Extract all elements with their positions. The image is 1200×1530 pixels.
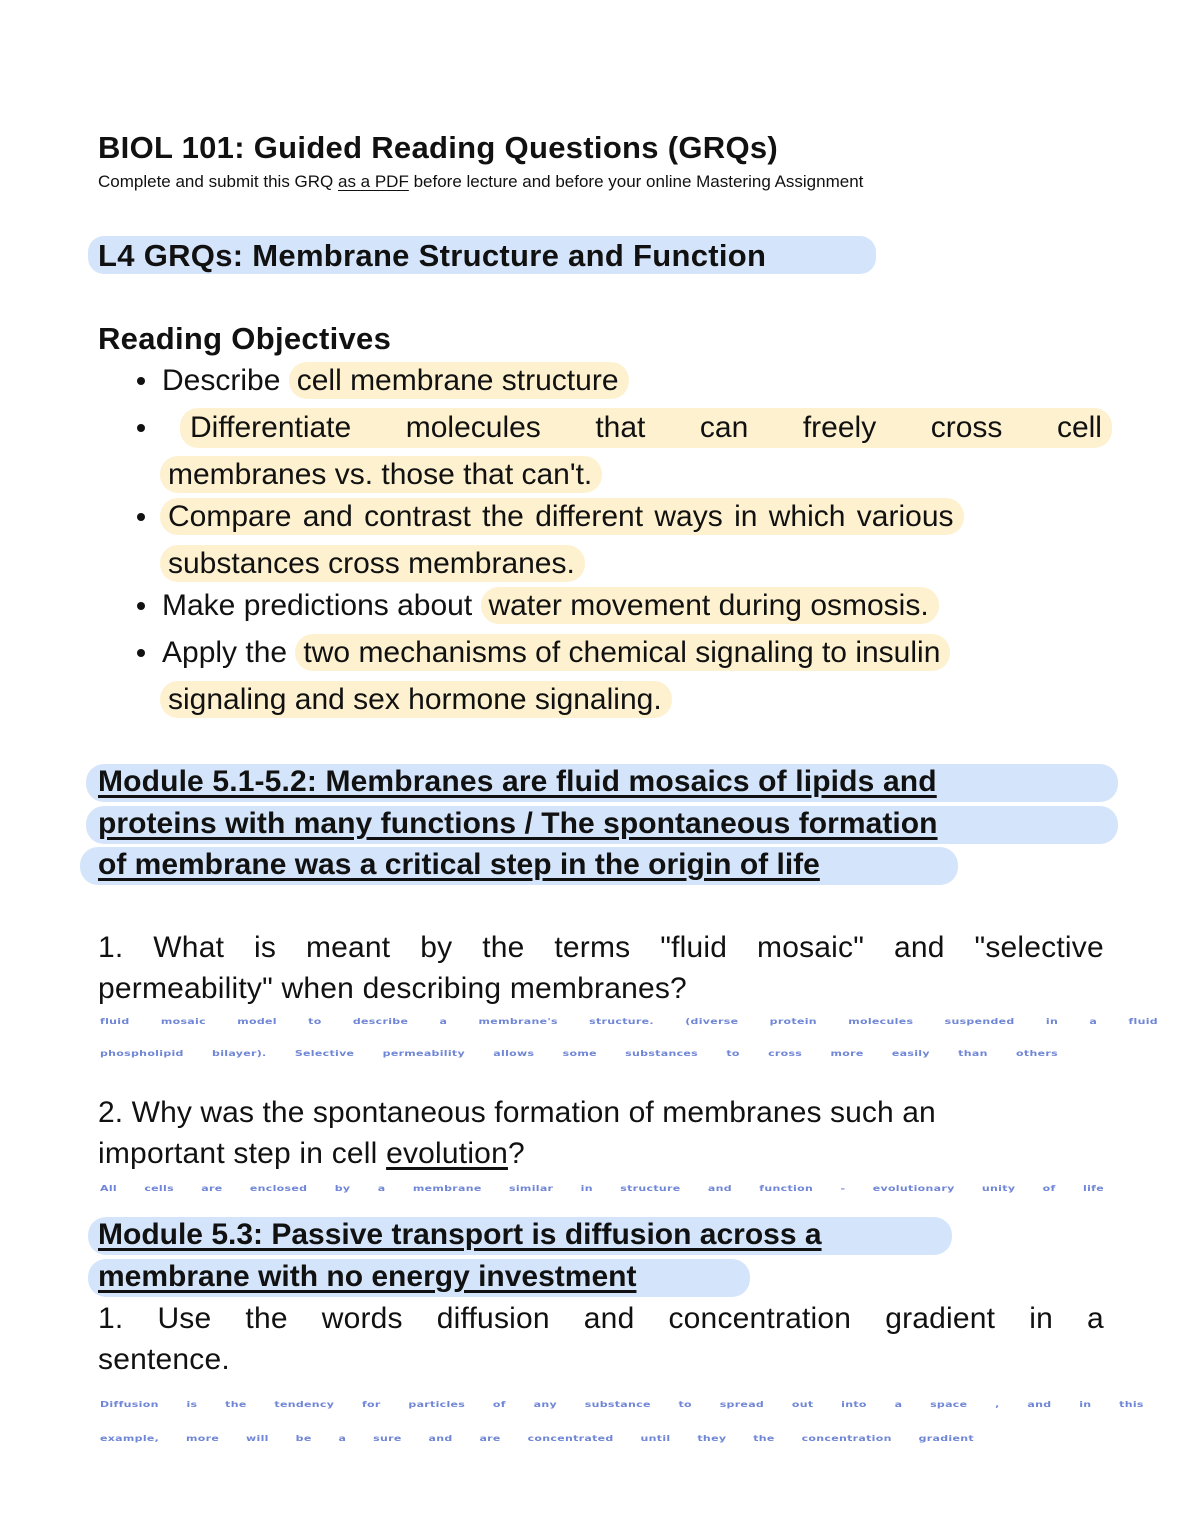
word: 1. bbox=[98, 931, 124, 964]
word: any bbox=[533, 1400, 557, 1410]
word: the bbox=[482, 931, 525, 964]
word: by bbox=[420, 931, 453, 964]
word: substance bbox=[584, 1400, 651, 1410]
word: is bbox=[186, 1400, 198, 1410]
module1-answer-2 bbox=[100, 1184, 1104, 1193]
word: sure bbox=[373, 1434, 402, 1444]
objective-3-highlight-2: substances cross membranes. bbox=[160, 545, 585, 582]
word: of bbox=[1042, 1184, 1056, 1194]
bullet-icon bbox=[137, 513, 145, 521]
word: freely bbox=[802, 411, 877, 444]
word: concentration bbox=[668, 1302, 852, 1335]
word: function bbox=[759, 1184, 814, 1194]
word: to bbox=[726, 1049, 740, 1059]
word: spread bbox=[719, 1400, 765, 1410]
word: example, bbox=[100, 1434, 160, 1444]
word: Diffusion bbox=[100, 1400, 159, 1410]
module2-question-1-line1 bbox=[98, 1298, 1104, 1339]
objective-1-highlight: cell membrane structure bbox=[289, 362, 629, 399]
word: concentrated bbox=[527, 1434, 614, 1444]
word: meant bbox=[305, 931, 391, 964]
word: more bbox=[186, 1434, 220, 1444]
module2-answer-1-line2 bbox=[100, 1434, 974, 1443]
word: fluid bbox=[100, 1017, 130, 1027]
subtitle-underlined: as a PDF bbox=[337, 172, 409, 191]
q2-text-pre: important step in cell bbox=[98, 1137, 387, 1170]
bullet-icon bbox=[137, 649, 145, 657]
word: a bbox=[1089, 1017, 1098, 1027]
word: words bbox=[321, 1302, 403, 1335]
word: to bbox=[308, 1017, 322, 1027]
word: and bbox=[428, 1434, 453, 1444]
word: and bbox=[1027, 1400, 1052, 1410]
module1-heading-line2: proteins with many functions / The spontaneous formation bbox=[98, 807, 938, 840]
word: a bbox=[439, 1017, 448, 1027]
word: in bbox=[1029, 1302, 1053, 1335]
objective-item-5-line2 bbox=[160, 680, 672, 720]
module1-answer-1-line2 bbox=[100, 1049, 1058, 1058]
word: "selective bbox=[974, 931, 1104, 964]
word: some bbox=[562, 1049, 597, 1059]
q2-underlined-word: evolution bbox=[386, 1137, 508, 1170]
word: membrane's bbox=[478, 1017, 558, 1027]
module2-heading-line1: Module 5.3: Passive transport is diffusion across a bbox=[98, 1218, 822, 1251]
word: a bbox=[338, 1434, 347, 1444]
word: space bbox=[930, 1400, 968, 1410]
word: by bbox=[334, 1184, 351, 1194]
document-title: BIOL 101: Guided Reading Questions (GRQs) bbox=[98, 130, 779, 165]
word: mosaic bbox=[160, 1017, 206, 1027]
objective-4-highlight: water movement during osmosis. bbox=[481, 587, 939, 624]
word: will bbox=[246, 1434, 269, 1444]
word: permeability bbox=[382, 1049, 465, 1059]
word: a bbox=[377, 1184, 386, 1194]
word: be bbox=[295, 1434, 312, 1444]
word: to bbox=[678, 1400, 692, 1410]
module2-question-1-line2: sentence. bbox=[98, 1343, 230, 1376]
word: easily bbox=[891, 1049, 930, 1059]
module1-question-2-line2 bbox=[98, 1133, 525, 1174]
word: and bbox=[707, 1184, 732, 1194]
objective-1-plain: Describe bbox=[162, 364, 289, 397]
word: molecules bbox=[405, 411, 541, 444]
module2-answer-1-line1 bbox=[100, 1400, 1144, 1409]
word: for bbox=[361, 1400, 381, 1410]
word: the bbox=[225, 1400, 247, 1410]
subtitle-text-pre: Complete and submit this GRQ bbox=[98, 172, 338, 191]
objectives-heading: Reading Objectives bbox=[98, 321, 392, 356]
word: gradient bbox=[885, 1302, 996, 1335]
word: describe bbox=[352, 1017, 409, 1027]
word: that bbox=[595, 411, 646, 444]
module1-question-1-line2: permeability" when describing membranes? bbox=[98, 972, 687, 1005]
objective-5-highlight: two mechanisms of chemical signaling to insulin bbox=[295, 634, 950, 671]
word: membrane bbox=[412, 1184, 482, 1194]
word: a bbox=[1087, 1302, 1104, 1335]
word: cell bbox=[1056, 411, 1102, 444]
word: others bbox=[1016, 1049, 1058, 1059]
word: allows bbox=[493, 1049, 535, 1059]
word: the bbox=[245, 1302, 288, 1335]
word: cells bbox=[144, 1184, 174, 1194]
bullet-icon bbox=[137, 424, 145, 432]
objective-4-plain: Make predictions about bbox=[162, 589, 481, 622]
word: cross bbox=[768, 1049, 803, 1059]
word: until bbox=[640, 1434, 671, 1444]
objective-5-plain: Apply the bbox=[162, 636, 296, 669]
word: protein bbox=[769, 1017, 817, 1027]
word: into bbox=[841, 1400, 867, 1410]
objective-item-3-line2 bbox=[160, 544, 585, 584]
word: substances bbox=[625, 1049, 699, 1059]
objective-item-4 bbox=[162, 586, 939, 626]
word: is bbox=[254, 931, 277, 964]
word: "fluid bbox=[660, 931, 728, 964]
word: similar bbox=[509, 1184, 554, 1194]
objective-item-5-line1 bbox=[162, 633, 950, 673]
word: mosaic" bbox=[757, 931, 865, 964]
word: life bbox=[1083, 1184, 1104, 1194]
document-subtitle bbox=[98, 172, 863, 192]
word: this bbox=[1119, 1400, 1144, 1410]
q2-text-post: ? bbox=[507, 1137, 525, 1170]
word: phospholipid bbox=[100, 1049, 184, 1059]
word: and bbox=[893, 931, 945, 964]
word: (diverse bbox=[685, 1017, 739, 1027]
objective-3-highlight: Compare and contrast the different ways in which various bbox=[160, 498, 964, 535]
word: in bbox=[580, 1184, 593, 1194]
word: - bbox=[840, 1184, 846, 1194]
bullet-icon bbox=[137, 602, 145, 610]
word: can bbox=[699, 411, 749, 444]
word: fluid bbox=[1128, 1017, 1158, 1027]
word: Selective bbox=[294, 1049, 355, 1059]
objective-item-2-line2 bbox=[160, 455, 602, 495]
objective-item-1 bbox=[162, 361, 629, 401]
word: 1. bbox=[98, 1302, 124, 1335]
word: structure bbox=[620, 1184, 681, 1194]
word: the bbox=[753, 1434, 775, 1444]
bullet-icon bbox=[137, 377, 145, 385]
word: , bbox=[995, 1400, 1000, 1410]
word: cross bbox=[930, 411, 1003, 444]
word: of bbox=[492, 1400, 506, 1410]
word: All bbox=[100, 1184, 117, 1194]
module1-question-2-line1: 2. Why was the spontaneous formation of membranes such an bbox=[98, 1096, 936, 1129]
word: in bbox=[1045, 1017, 1059, 1027]
module1-answer-1-line1 bbox=[100, 1017, 1158, 1026]
word: more bbox=[830, 1049, 864, 1059]
word: suspended bbox=[944, 1017, 1015, 1027]
word: they bbox=[697, 1434, 727, 1444]
module2-heading-line2: membrane with no energy investment bbox=[98, 1260, 637, 1293]
word: tendency bbox=[274, 1400, 335, 1410]
word: terms bbox=[554, 931, 631, 964]
word: molecules bbox=[848, 1017, 914, 1027]
word: bilayer). bbox=[212, 1049, 267, 1059]
word: particles bbox=[408, 1400, 466, 1410]
objective-2-highlight: membranes vs. those that can't. bbox=[160, 456, 602, 493]
word: model bbox=[237, 1017, 277, 1027]
word: What bbox=[153, 931, 225, 964]
word: evolutionary bbox=[872, 1184, 955, 1194]
word: in bbox=[1079, 1400, 1092, 1410]
word: a bbox=[894, 1400, 903, 1410]
module1-heading-line1: Module 5.1-5.2: Membranes are fluid mosaics of lipids and bbox=[98, 765, 937, 798]
word: gradient bbox=[918, 1434, 974, 1444]
subtitle-text-post: before lecture and before your online Mastering Assignment bbox=[408, 172, 864, 191]
word: concentration bbox=[801, 1434, 892, 1444]
word: are bbox=[201, 1184, 223, 1194]
module1-question-1-line1 bbox=[98, 927, 1104, 968]
word: Use bbox=[157, 1302, 212, 1335]
word: structure. bbox=[589, 1017, 654, 1027]
objective-item-3-line1 bbox=[160, 497, 964, 537]
word: are bbox=[479, 1434, 501, 1444]
word: unity bbox=[981, 1184, 1016, 1194]
objective-5-highlight-2: signaling and sex hormone signaling. bbox=[160, 681, 672, 718]
word: out bbox=[791, 1400, 814, 1410]
word: diffusion bbox=[436, 1302, 550, 1335]
word: Differentiate bbox=[190, 411, 352, 444]
module1-heading-line3: of membrane was a critical step in the origin of life bbox=[98, 848, 820, 881]
lecture-title: L4 GRQs: Membrane Structure and Function bbox=[88, 236, 876, 274]
word: enclosed bbox=[249, 1184, 308, 1194]
word: than bbox=[958, 1049, 988, 1059]
word: and bbox=[583, 1302, 635, 1335]
objective-item-2-line1 bbox=[180, 408, 1112, 448]
